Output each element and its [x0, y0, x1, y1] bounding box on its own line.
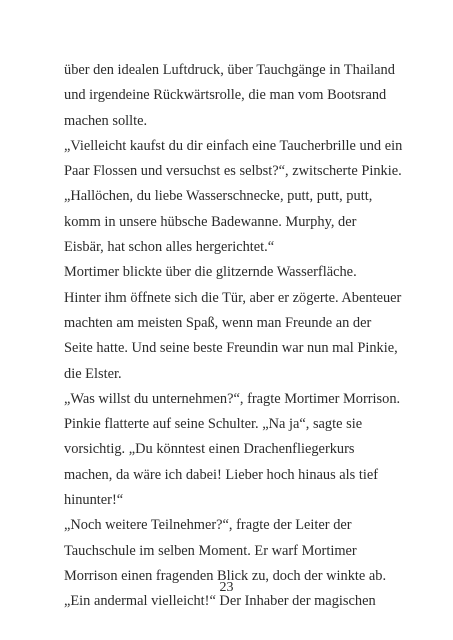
text-line: „Vielleicht kaufst du dir einfach eine Taucherbrille und ein	[64, 137, 403, 154]
text-line: hinunter!“	[64, 492, 124, 509]
text-line: und irgendeine Rückwärtsrolle, die man vom Bootsrand	[64, 87, 387, 104]
text-line: Mortimer blickte über die glitzernde Wasserfläche.	[64, 264, 357, 281]
body-text	[64, 58, 403, 615]
text-line: Tauchschule im selben Moment. Er warf Mortimer	[64, 542, 357, 559]
text-line: „Hallöchen, du liebe Wasserschnecke, putt, putt, putt,	[64, 188, 373, 205]
text-line: Eisbär, hat schon alles hergerichtet.“	[64, 239, 275, 256]
text-line: „Ein andermal vielleicht!“ Der Inhaber der magischen	[64, 593, 376, 610]
text-line: Paar Flossen und versuchst es selbst?“, zwitscherte Pinkie.	[64, 163, 402, 180]
text-line: Seite hatte. Und seine beste Freundin war nun mal Pinkie,	[64, 340, 398, 357]
text-line: Pinkie flatterte auf seine Schulter. „Na ja“, sagte sie	[64, 416, 363, 433]
text-line: „Noch weitere Teilnehmer?“, fragte der Leiter der	[64, 517, 352, 534]
text-line: machen sollte.	[64, 112, 148, 129]
text-line: komm in unsere hübsche Badewanne. Murphy, der	[64, 213, 357, 230]
text-line: machen, da wäre ich dabei! Lieber hoch hinaus als tief	[64, 466, 379, 483]
page-number: 23	[219, 580, 234, 595]
text-line: über den idealen Luftdruck, über Tauchgänge in Thailand	[64, 62, 395, 78]
text-line: Hinter ihm öffnete sich die Tür, aber er zögerte. Abenteuer	[64, 289, 402, 306]
text-line: „Was willst du unternehmen?“, fragte Mortimer Morrison.	[64, 390, 401, 407]
text-line: Morrison einen fragenden Blick zu, doch der winkte ab.	[64, 567, 387, 584]
text-line: vorsichtig. „Du könntest einen Drachenfliegerkurs	[64, 441, 355, 458]
text-line: machten am meisten Spaß, wenn man Freunde an der	[64, 314, 372, 331]
text-line: die Elster.	[64, 365, 122, 382]
